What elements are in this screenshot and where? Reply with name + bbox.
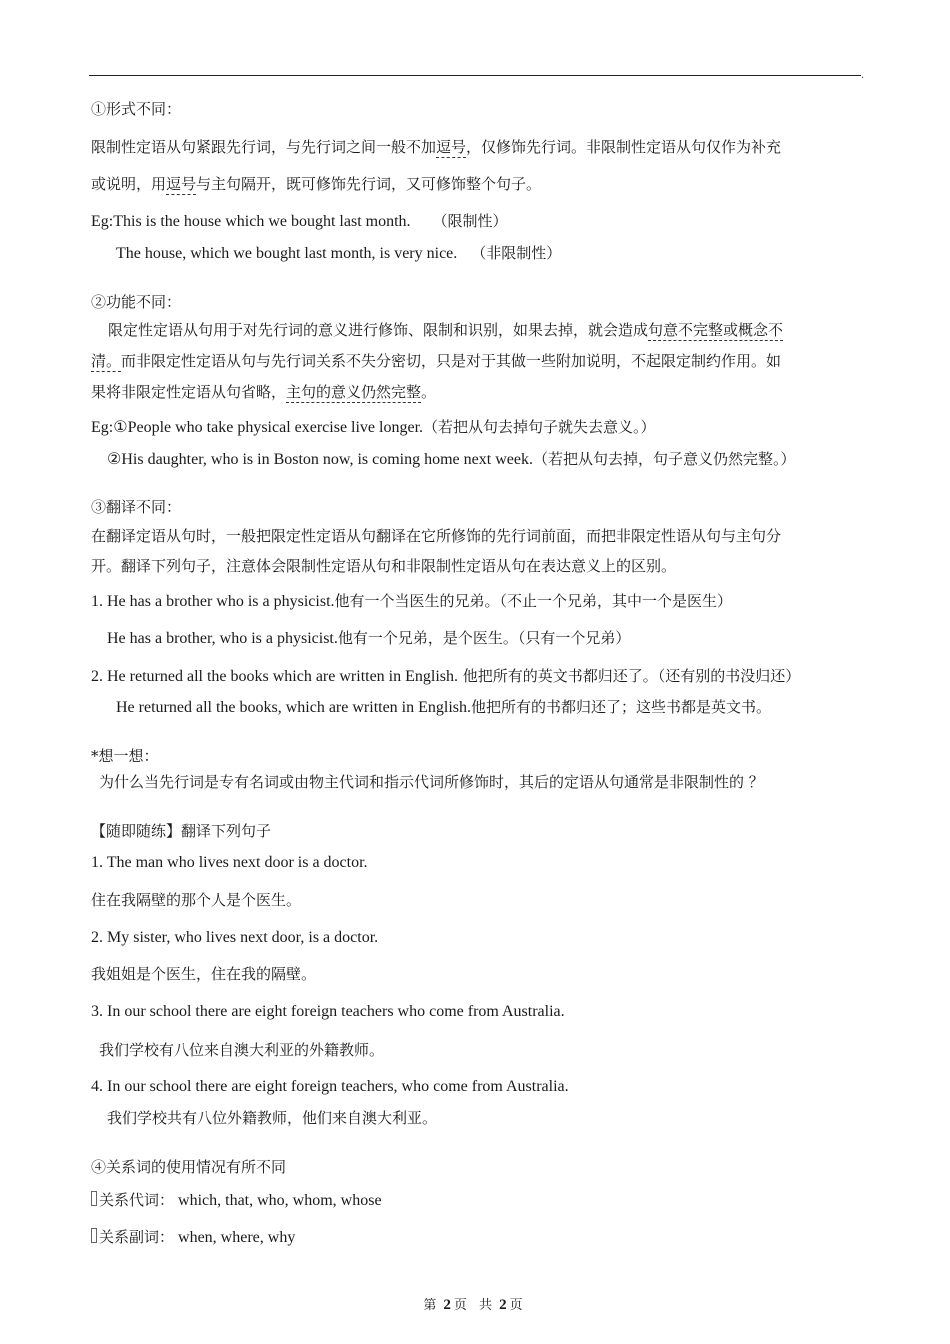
section1-para-line2: 或说明，用逗号与主句隔开，既可修饰先行词，又可修饰整个句子。 [91,175,542,193]
practice-heading: 【随即随练】翻译下列句子 [91,822,272,840]
header-rule [89,75,861,76]
think-heading: *想一想： [91,747,159,765]
practice-question-4: 4. In our school there are eight foreign teachers, who come from Australia. [91,1078,569,1095]
practice-answer-3: 我们学校有八位来自澳大利亚的外籍教师。 [99,1041,385,1059]
header-rule-mark: . [861,70,865,81]
section3-heading: ③翻译不同： [91,498,182,516]
section2-para-line3: 果将非限定性定语从句省略，主句的意义仍然完整。 [91,383,437,401]
practice-question-2: 2. My sister, who lives next door, is a doctor. [91,929,379,946]
section4-heading: ④关系词的使用情况有所不同 [91,1158,287,1176]
comma-term: 逗号 [166,175,197,193]
section1-para-line1: 限制性定语从句紧跟先行词，与先行词之间一般不加逗号，仅修饰先行词。非限制性定语从句仅作为补充 [91,138,782,156]
section3-example2b: He returned all the books, which are written in English.他把所有的书都归还了；这些书都是英文书。 [116,698,772,716]
section2-heading: ②功能不同： [91,293,182,311]
page-total: 2 [499,1297,507,1313]
page-number: 2 [443,1297,451,1313]
section2-para-line1: 限定性定语从句用于对先行词的意义进行修饰、限制和识别，如果去掉，就会造成句意不完整或概念不 [108,321,784,339]
section3-example2a: 2. He returned all the books which are written in English. 他把所有的英文书都归还了。（还有别的书没归还） [91,667,801,685]
section2-para-line2: 清。而非限定性定语从句与先行词关系不失分密切，只是对于其做一些附加说明，不起限定制约作用。如 [91,352,782,370]
practice-answer-4: 我们学校共有八位外籍教师，他们来自澳大利亚。 [107,1109,438,1127]
section1-heading: ①形式不同： [91,100,182,118]
comma-term: 逗号 [436,138,467,156]
section3-example1a: 1. He has a brother who is a physicist.他有一个当医生的兄弟。（不止一个兄弟，其中一个是医生） [91,592,733,610]
section1-example1: Eg:This is the house which we bought last month. （限制性） [91,212,508,230]
practice-question-1: 1. The man who lives next door is a doctor. [91,854,368,871]
think-question: 为什么当先行词是专有名词或由物主代词和指示代词所修饰时，其后的定语从句通常是非限制性的 ？ [99,773,764,791]
section1-example2: The house, which we bought last month, is very nice. （非限制性） [116,244,562,262]
underlined-phrase: 句意不完整或概念不 [648,321,784,339]
page-footer: 第 2 页 共 2 页 [423,1297,527,1313]
practice-answer-1: 住在我隔壁的那个人是个医生。 [91,891,302,909]
section3-example1b: He has a brother, who is a physicist.他有一个兄弟，是个医生。（只有一个兄弟） [107,629,631,647]
section3-para-line1: 在翻译定语从句时，一般把限定性定语从句翻译在它所修饰的先行词前面，而把非限定性语从句与主句分 [91,527,782,545]
relative-pronouns-line: 关系代词： which, that, who, whom, whose [91,1191,382,1210]
practice-question-3: 3. In our school there are eight foreign teachers who come from Australia. [91,1003,565,1020]
section3-para-line2: 开。翻译下列句子，注意体会限制性定语从句和非限制性定语从句在表达意义上的区别。 [91,557,677,575]
underlined-phrase: 清。 [91,352,122,370]
section2-example2: ②His daughter, who is in Boston now, is coming home next week.（若把从句去掉，句子意义仍然完整。） [107,450,796,468]
bullet-box-icon [91,1191,97,1206]
underlined-phrase: 主句的意义仍然完整 [286,383,422,401]
practice-answer-2: 我姐姐是个医生，住在我的隔壁。 [91,965,317,983]
relative-adverbs-line: 关系副词： when, where, why [91,1228,295,1247]
bullet-box-icon [91,1228,97,1243]
section2-example1: Eg:①People who take physical exercise live longer.（若把从句去掉句子就失去意义。） [91,418,656,436]
